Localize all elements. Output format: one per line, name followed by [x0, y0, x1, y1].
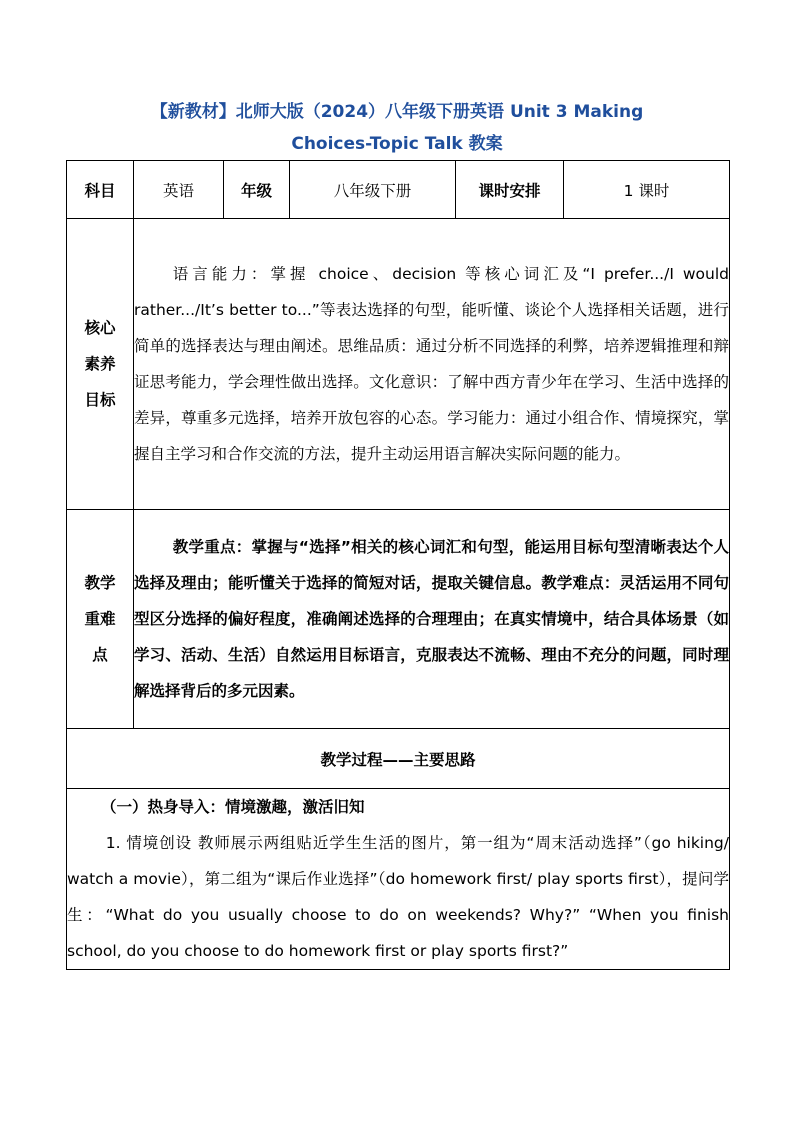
- goals-text: 语言能力：掌握 choice、decision 等核心词汇及“I prefer.../I would rather.../It’s better to...”等表达选择的句型，能听懂、谈论个人选择相关话题，进行简单的选择表达与理由阐述。思维品质：通过分析不同选择的利弊，培养逻辑推理和辩证思考能力，学会理性做出选择。文化意识：了解中西方青少年在学习、生活中选择的差异，尊重多元选择，培养开放包容的心态。学习能力：通过小组合作、情境探究，掌握自主学习和合作交流的方法，提升主动运用语言解决实际问题的能力。: [134, 265, 729, 463]
- process-cell: [67, 789, 730, 970]
- process-title-row: [67, 729, 730, 789]
- keypoints-row: [67, 510, 730, 729]
- document-title-line-1: 【新教材】北师大版（2024）八年级下册英语 Unit 3 Making: [150, 102, 644, 122]
- hours-value: 1 课时: [564, 161, 730, 219]
- document-title-line-2: Choices-Topic Talk 教案: [291, 134, 503, 154]
- section-paragraph: 1. 情境创设 教师展示两组贴近学生生活的图片，第一组为“周末活动选择”（go hiking/ watch a movie），第二组为“课后作业选择”（do homework first/ play sports first），提问学生：“What do you usually choose to do on weekends? Why?” “When you finish school, do you choose to do homework first or play sports first?”: [67, 834, 729, 960]
- keypoints-text: 教学重点：掌握与“选择”相关的核心词汇和句型，能运用目标句型清晰表达个人选择及理由；能听懂关于选择的简短对话，提取关键信息。教学难点：灵活运用不同句型区分选择的偏好程度，准确阐述选择的合理理由；在真实情境中，结合具体场景（如学习、活动、生活）自然运用目标语言，克服表达不流畅、理由不充分的问题，同时理解选择背后的多元因素。: [134, 538, 729, 700]
- section-heading: （一）热身导入：情境激趣，激活旧知: [101, 798, 365, 816]
- lesson-plan-table: [66, 160, 730, 970]
- goals-row: [67, 219, 730, 510]
- subject-label: 科目: [67, 161, 134, 219]
- keypoints-label: 教学 重难 点: [67, 510, 134, 729]
- hours-label: 课时安排: [456, 161, 564, 219]
- header-row: [67, 161, 730, 219]
- grade-value: 八年级下册: [290, 161, 456, 219]
- subject-value: 英语: [134, 161, 224, 219]
- process-title: 教学过程——主要思路: [67, 729, 730, 789]
- goals-cell: [134, 219, 730, 510]
- process-content-row: [67, 789, 730, 970]
- grade-label: 年级: [224, 161, 290, 219]
- goals-label: 核心 素养 目标: [67, 219, 134, 510]
- keypoints-cell: [134, 510, 730, 729]
